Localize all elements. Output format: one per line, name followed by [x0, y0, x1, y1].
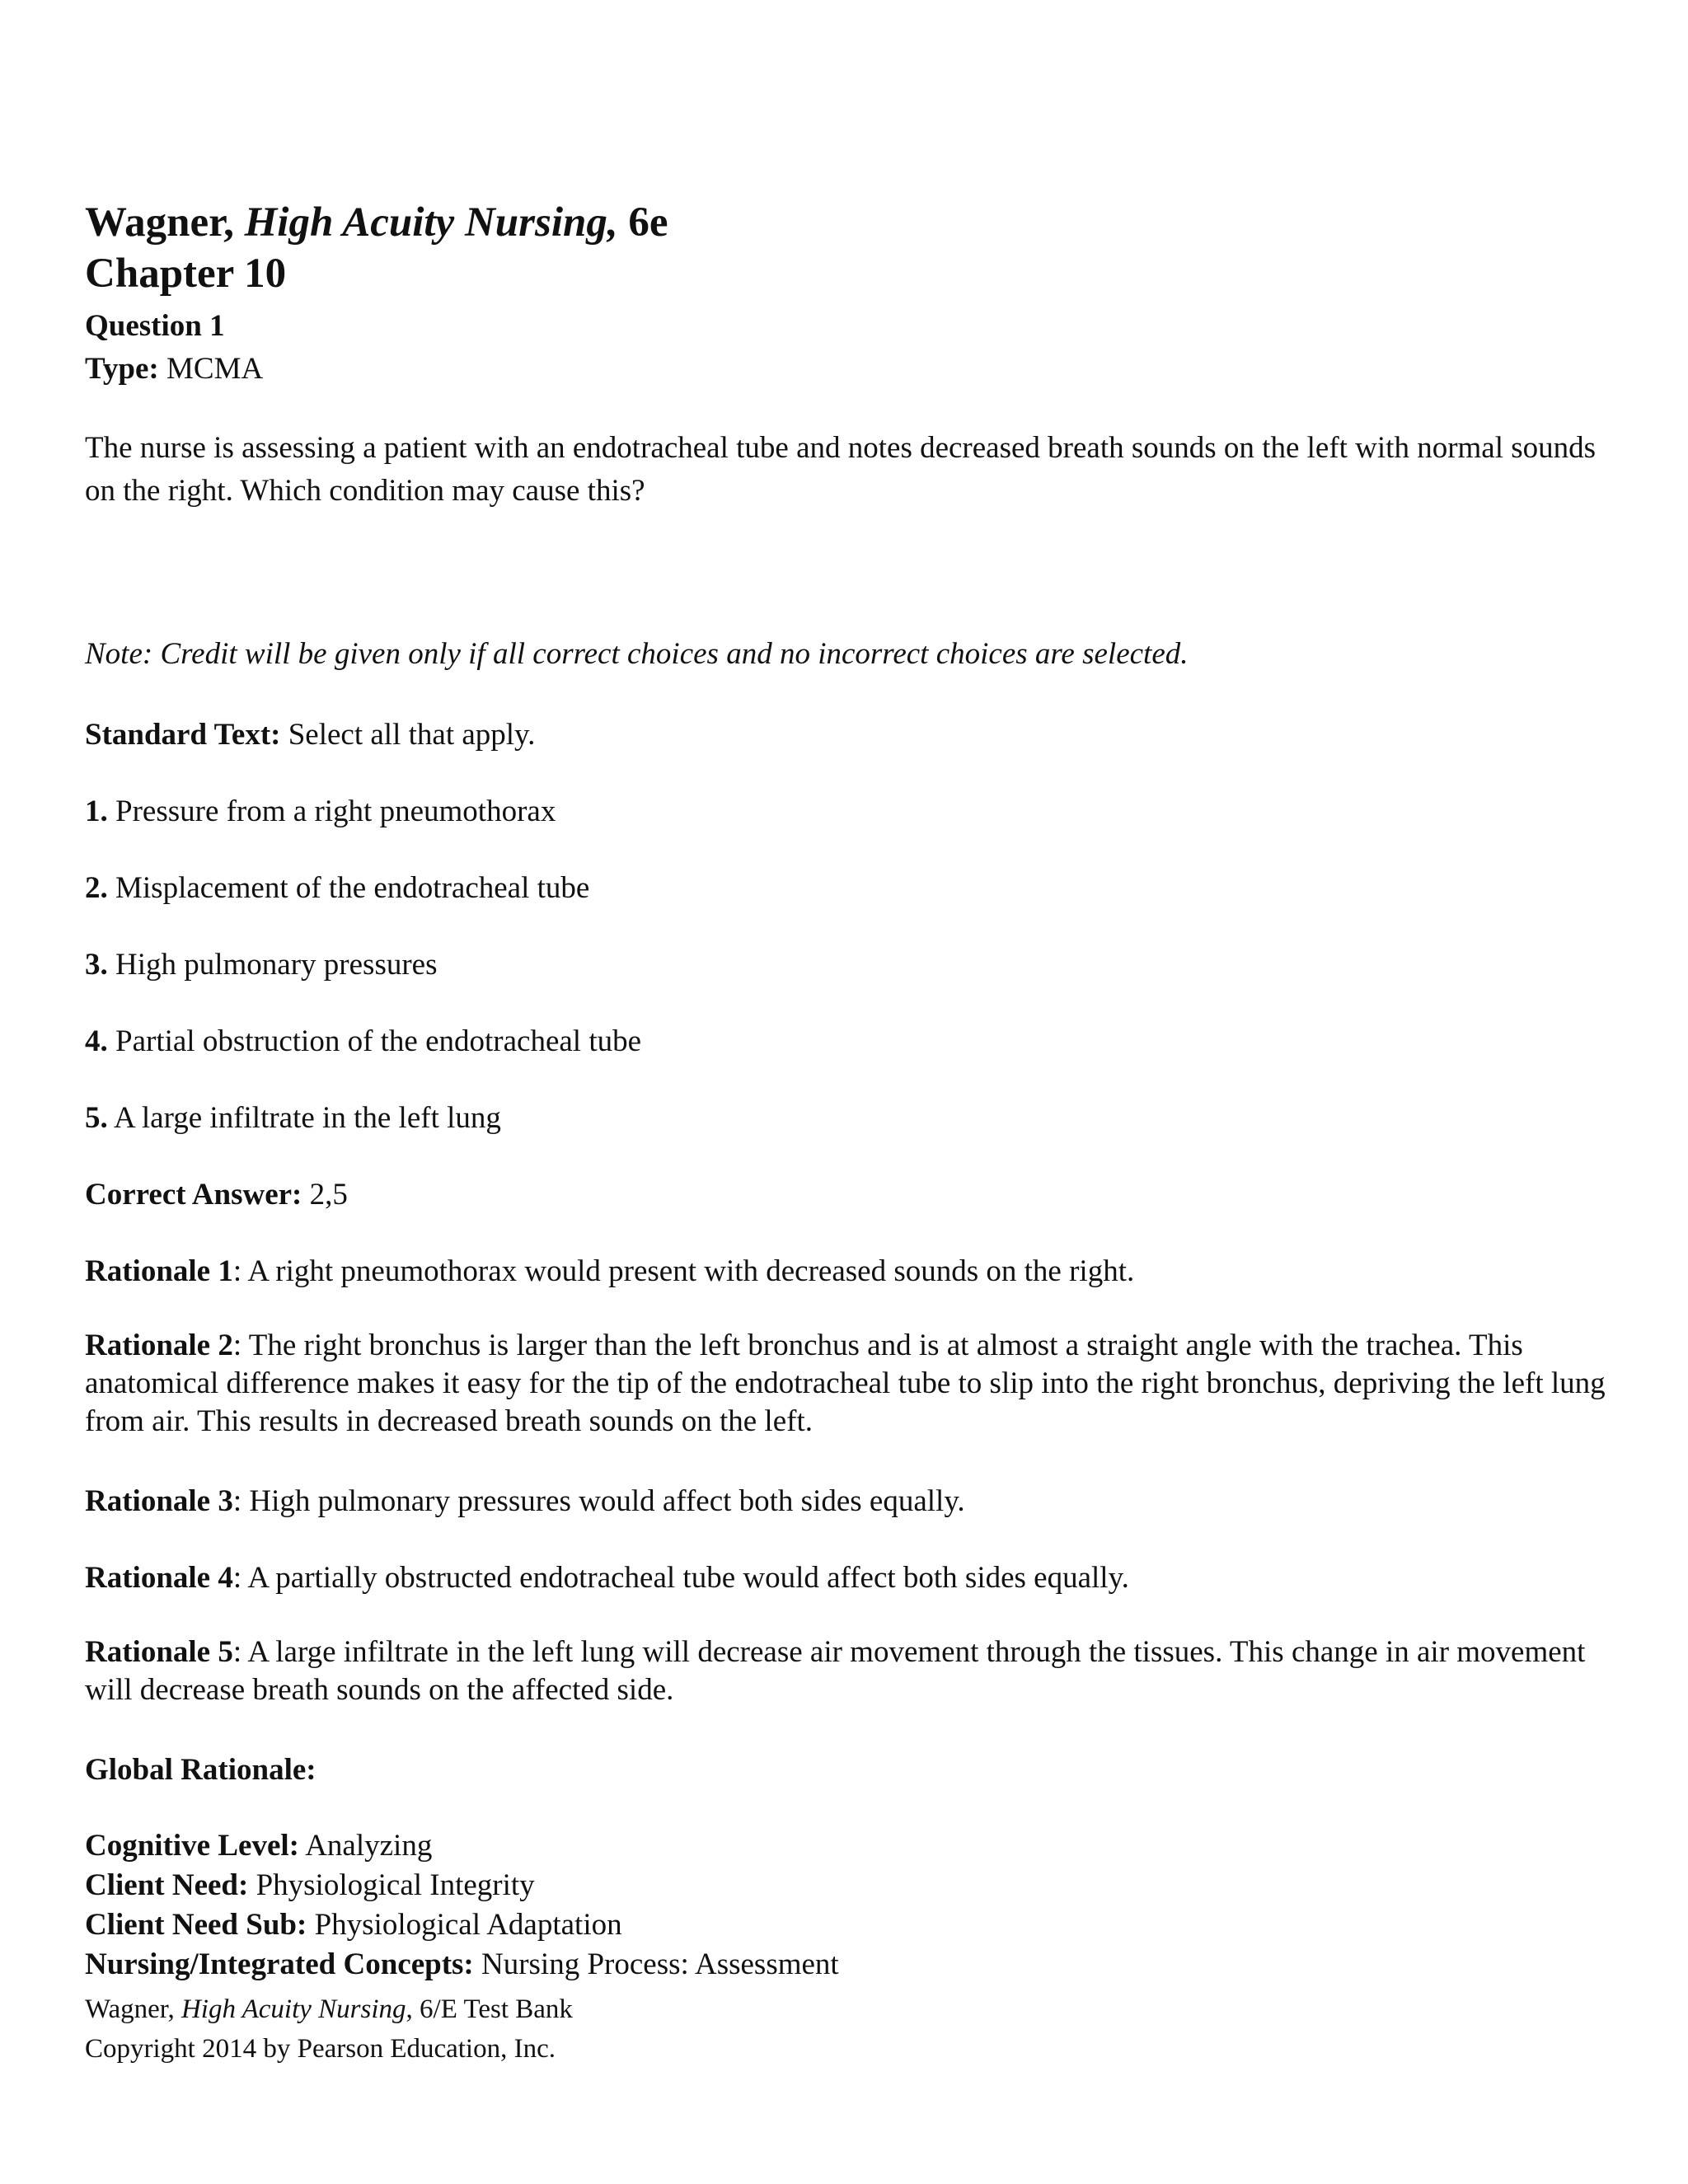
document-title — [85, 198, 668, 247]
meta-client-need — [85, 1866, 535, 1905]
meta-value: Physiological Integrity — [256, 1868, 535, 1902]
option-4 — [85, 1020, 641, 1063]
question-type-label: Type: — [85, 352, 159, 386]
meta-value: Analyzing — [305, 1829, 433, 1863]
rationale-text: : A large infiltrate in the left lung will decrease air movement through the tissues. This change in air movement will decrease breath sounds on the affected side. — [85, 1635, 1586, 1707]
meta-label: Cognitive Level: — [85, 1829, 299, 1863]
global-rationale-heading: Global Rationale: — [85, 1753, 316, 1787]
meta-label: Client Need Sub: — [85, 1908, 307, 1942]
rationale-text: : A right pneumothorax would present with decreased sounds on the right. — [232, 1254, 1135, 1288]
option-text: Pressure from a right pneumothorax — [115, 794, 556, 828]
rationale-3 — [85, 1480, 1618, 1523]
title-edition: 6e — [628, 199, 668, 246]
rationale-label: Rationale 2 — [85, 1329, 233, 1362]
meta-label: Client Need: — [85, 1868, 249, 1902]
question-type-value: MCMA — [166, 352, 264, 386]
footer-author: Wagner, — [85, 1994, 175, 2024]
rationale-text: : High pulmonary pressures would affect both sides equally. — [232, 1484, 965, 1518]
rationale-text: : The right bronchus is larger than the left bronchus and is at almost a straight angle with the trachea. This anatomical difference makes it easy for the tip of the endotracheal tube to slip into the right bronchus, depriving the left lung from air. This results in decreased breath sounds on the left. — [85, 1329, 1606, 1438]
meta-value: Nursing Process: Assessment — [481, 1947, 839, 1981]
option-number: 5. — [85, 1101, 108, 1135]
meta-cognitive-level — [85, 1826, 432, 1866]
rationale-2 — [85, 1327, 1618, 1441]
credit-note: Note: Credit will be given only if all correct choices and no incorrect choices are selected. — [85, 637, 1189, 671]
option-text: High pulmonary pressures — [115, 948, 438, 982]
correct-answer — [85, 1174, 348, 1216]
standard-text-label: Standard Text: — [85, 718, 281, 752]
correct-answer-label: Correct Answer: — [85, 1178, 302, 1212]
option-number: 3. — [85, 948, 108, 982]
option-2 — [85, 867, 589, 910]
standard-text — [85, 714, 535, 757]
rationale-1 — [85, 1250, 1618, 1293]
meta-value: Physiological Adaptation — [314, 1908, 622, 1942]
meta-label: Nursing/Integrated Concepts: — [85, 1947, 474, 1981]
option-3 — [85, 944, 438, 987]
rationale-text: : A partially obstructed endotracheal tube would affect both sides equally. — [232, 1561, 1129, 1595]
question-stem: The nurse is assessing a patient with an endotracheal tube and notes decreased breath sounds on the left with normal sounds on the right. Which condition may cause this? — [85, 431, 1597, 508]
option-1 — [85, 790, 556, 833]
title-book: High Acuity Nursing, — [244, 199, 618, 246]
rationale-label: Rationale 5 — [85, 1635, 233, 1669]
correct-answer-value: 2,5 — [309, 1178, 348, 1212]
standard-text-value: Select all that apply. — [288, 718, 536, 752]
footer-book-title: High Acuity Nursing — [181, 1994, 406, 2024]
option-text: Misplacement of the endotracheal tube — [115, 871, 590, 905]
rationale-label: Rationale 1 — [85, 1254, 233, 1288]
rationale-5 — [85, 1633, 1618, 1709]
option-text: A large infiltrate in the left lung — [113, 1101, 501, 1135]
title-author: Wagner, — [85, 199, 234, 246]
question-type — [85, 348, 263, 391]
meta-client-need-sub — [85, 1905, 622, 1945]
option-text: Partial obstruction of the endotracheal tube — [115, 1024, 642, 1058]
option-number: 2. — [85, 871, 108, 905]
option-number: 1. — [85, 794, 108, 828]
option-number: 4. — [85, 1024, 108, 1058]
rationale-4 — [85, 1557, 1618, 1600]
footer-book-line — [85, 1990, 573, 2029]
question-number: Question 1 — [85, 309, 225, 343]
chapter-heading: Chapter 10 — [85, 251, 287, 297]
footer-edition: , 6/E Test Bank — [406, 1994, 573, 2024]
meta-nursing-concepts — [85, 1945, 839, 1985]
option-5 — [85, 1097, 501, 1140]
rationale-label: Rationale 4 — [85, 1561, 233, 1595]
rationale-label: Rationale 3 — [85, 1484, 233, 1518]
footer-copyright: Copyright 2014 by Pearson Education, Inc. — [85, 2034, 556, 2064]
